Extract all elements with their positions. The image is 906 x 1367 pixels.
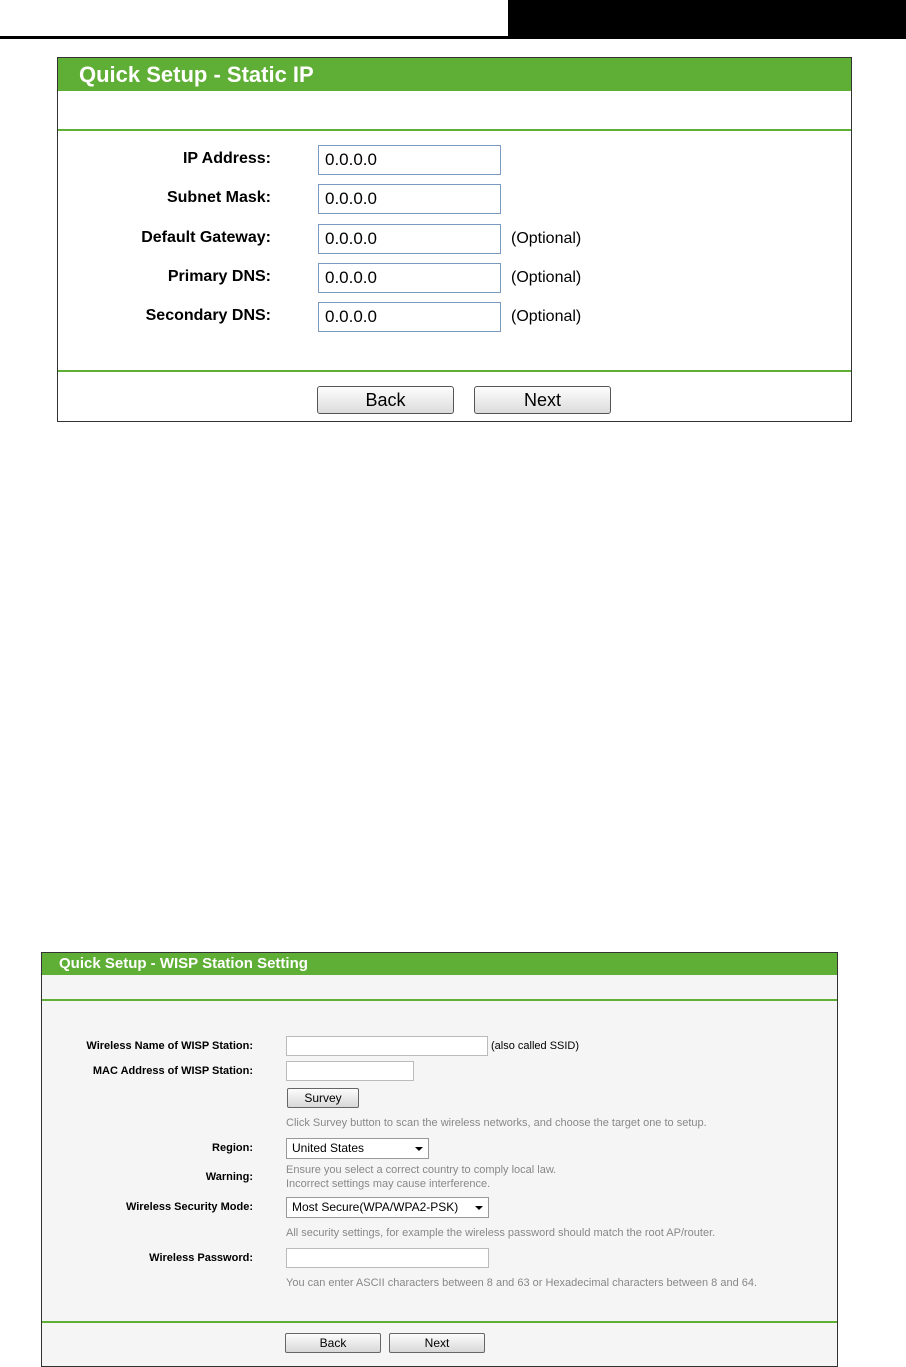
static-ip-footer-separator [58, 370, 851, 372]
security-mode-select[interactable] [286, 1197, 489, 1218]
mac-label: MAC Address of WISP Station: [92, 1065, 253, 1077]
secondary-dns-row [58, 302, 851, 334]
ssid-input[interactable] [286, 1036, 488, 1056]
chevron-down-icon [475, 1206, 483, 1210]
primary-dns-input[interactable] [318, 263, 501, 293]
primary-dns-optional: (Optional) [511, 269, 582, 286]
subnet-mask-row [58, 184, 851, 216]
ip-address-input[interactable] [318, 145, 501, 175]
subnet-mask-label: Subnet Mask: [166, 189, 271, 206]
header-rule [0, 36, 906, 39]
region-label: Region: [212, 1142, 253, 1154]
back-button[interactable]: Back [317, 386, 454, 414]
default-gateway-input[interactable] [318, 224, 501, 254]
security-mode-value: Most Secure(WPA/WPA2-PSK) [292, 1200, 459, 1214]
chevron-down-icon [415, 1147, 423, 1151]
static-ip-header-band [58, 91, 851, 129]
warning-line-2: Incorrect settings may cause interference. [286, 1178, 491, 1190]
wisp-top-separator [42, 999, 837, 1001]
primary-dns-row [58, 263, 851, 295]
password-label: Wireless Password: [149, 1252, 253, 1264]
wisp-title: Quick Setup - WISP Station Setting [42, 953, 837, 975]
wisp-footer-separator [42, 1321, 837, 1323]
mac-input[interactable] [286, 1061, 414, 1081]
warning-label: Warning: [205, 1171, 253, 1183]
default-gateway-optional: (Optional) [511, 230, 582, 247]
default-gateway-label: Default Gateway: [141, 229, 271, 246]
static-ip-title: Quick Setup - Static IP [58, 58, 851, 91]
static-ip-panel [57, 57, 852, 422]
next-button[interactable]: Next [474, 386, 611, 414]
region-select[interactable] [286, 1138, 429, 1159]
wisp-header-band [42, 975, 837, 999]
survey-hint: Click Survey button to scan the wireless networks, and choose the target one to setup. [286, 1117, 707, 1129]
secondary-dns-input[interactable] [318, 302, 501, 332]
ip-address-row [58, 145, 851, 177]
warning-line-1: Ensure you select a correct country to comply local law. [286, 1164, 557, 1176]
primary-dns-label: Primary DNS: [167, 268, 271, 285]
wisp-panel [41, 952, 838, 1367]
security-hint: All security settings, for example the wireless password should match the root AP/router. [286, 1227, 716, 1239]
security-mode-label: Wireless Security Mode: [125, 1201, 253, 1213]
default-gateway-row [58, 224, 851, 256]
wisp-back-button[interactable]: Back [285, 1333, 381, 1353]
ssid-hint: (also called SSID) [491, 1040, 580, 1052]
wisp-next-button[interactable]: Next [389, 1333, 485, 1353]
region-value: United States [292, 1141, 365, 1155]
secondary-dns-optional: (Optional) [511, 308, 582, 325]
ip-address-label: IP Address: [182, 150, 271, 167]
password-input[interactable] [286, 1248, 489, 1268]
subnet-mask-input[interactable] [318, 184, 501, 214]
survey-button[interactable]: Survey [287, 1088, 359, 1108]
header-black-block [508, 0, 906, 38]
password-hint: You can enter ASCII characters between 8 and 63 or Hexadecimal characters between 8 and 64. [286, 1277, 758, 1289]
ssid-label: Wireless Name of WISP Station: [86, 1040, 253, 1052]
static-ip-top-separator [58, 129, 851, 131]
secondary-dns-label: Secondary DNS: [145, 307, 271, 324]
